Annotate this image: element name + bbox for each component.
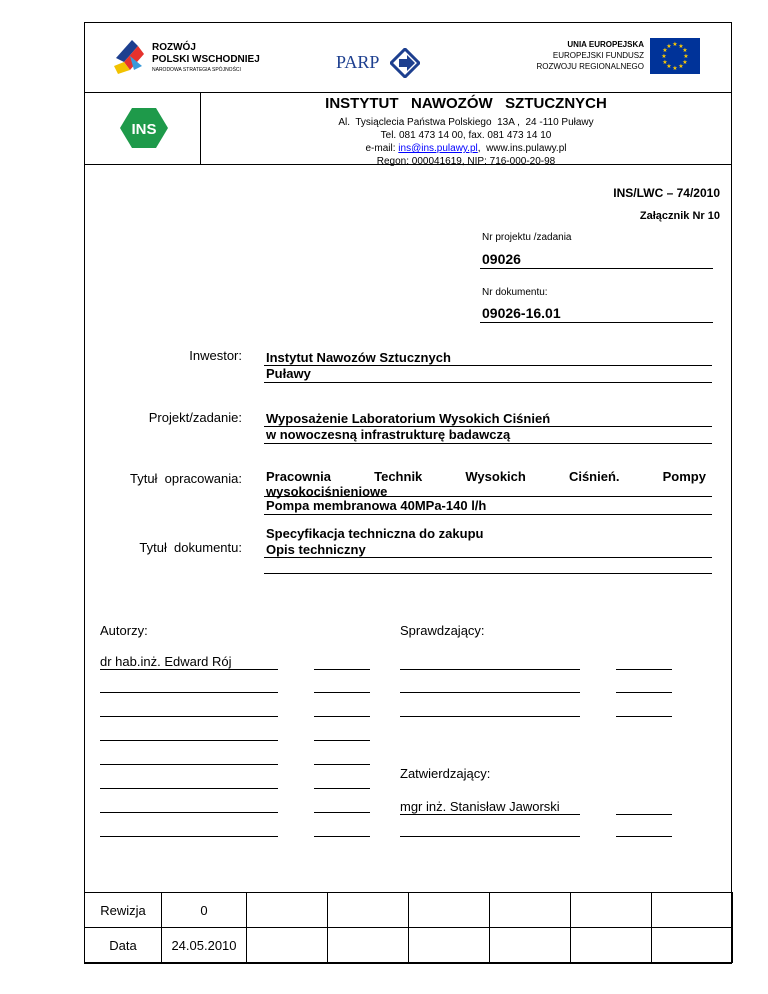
doctitle-underline2 <box>264 573 712 574</box>
checker-initial-line <box>616 669 672 670</box>
rev-cell <box>328 893 409 928</box>
document-ref: INS/LWC – 74/2010 <box>613 186 720 200</box>
author-initial-line <box>314 836 370 837</box>
svg-text:★: ★ <box>672 41 678 48</box>
investor-underline2 <box>264 382 712 383</box>
svg-text:★: ★ <box>662 59 668 66</box>
doctitle-line1: Specyfikacja techniczna do zakupu <box>266 526 484 541</box>
investor-line1: Instytut Nawozów Sztucznych <box>266 350 451 365</box>
title-label: Tytuł opracowania: <box>129 471 242 486</box>
svg-text:★: ★ <box>678 43 684 50</box>
investor-line2: Puławy <box>266 366 311 381</box>
date-cell <box>652 928 733 963</box>
investor-label: Inwestor: <box>189 348 242 363</box>
table-row <box>85 928 733 963</box>
rev-cell <box>652 893 733 928</box>
date-cell <box>409 928 490 963</box>
revision-table <box>84 892 733 963</box>
author-signature-line <box>100 740 278 741</box>
logo-eu <box>510 36 700 78</box>
svg-text:★: ★ <box>666 63 672 70</box>
ins-logo-text: INS <box>131 121 157 138</box>
author-initial-line <box>314 669 370 670</box>
authors-label: Autorzy: <box>100 623 148 638</box>
institute-phone: Tel. 081 473 14 00, fax. 081 473 14 10 <box>380 130 552 141</box>
date-cell <box>247 928 328 963</box>
ins-logo-icon <box>118 106 170 150</box>
project-line1: Wyposażenie Laboratorium Wysokich Ciśnień <box>266 411 551 426</box>
header-divider-top <box>84 92 732 93</box>
institute-regon: Regon: 000041619, NIP: 716-000-20-98 <box>376 156 556 167</box>
title-word4: Ciśnień. <box>568 469 620 484</box>
institute-address: Al. Tysiąclecia Państwa Polskiego 13A , 24 -110 Puławy <box>338 117 594 128</box>
title-line1 <box>266 469 706 484</box>
rev-cell <box>490 893 571 928</box>
title-word1: Pracownia <box>266 469 332 484</box>
ins-logo <box>118 106 170 155</box>
checker-signature-line <box>400 716 580 717</box>
approver-signature-line <box>400 836 580 837</box>
rpw-line1: ROZWÓJ <box>152 42 196 53</box>
project-underline2 <box>264 443 712 444</box>
eu-line1: UNIA EUROPEJSKA <box>567 40 644 49</box>
doctitle-line2: Opis techniczny <box>266 542 366 557</box>
title-word2: Technik <box>374 469 423 484</box>
title-line3: Pompa membranowa 40MPa-140 l/h <box>266 498 487 513</box>
institute-contact <box>200 143 732 154</box>
checker-initial-line <box>616 716 672 717</box>
svg-text:★: ★ <box>666 43 672 50</box>
title-underline2 <box>264 514 712 515</box>
doctitle-label: Tytuł dokumentu: <box>139 540 242 555</box>
email-link[interactable]: ins@ins.pulawy.pl <box>398 143 478 154</box>
author-signature-line <box>100 669 278 670</box>
document-no-underline <box>480 322 713 323</box>
author-signature-line <box>100 716 278 717</box>
author-signature-line <box>100 764 278 765</box>
svg-text:★: ★ <box>672 65 678 72</box>
rev-label: Rewizja <box>85 893 162 928</box>
checkers-label: Sprawdzający: <box>400 623 485 638</box>
checker-signature-line <box>400 669 580 670</box>
eu-line2: EUROPEJSKI FUNDUSZ <box>552 51 644 60</box>
header-divider-bottom <box>84 164 732 165</box>
svg-text:★: ★ <box>662 47 668 54</box>
rpw-line3: NARODOWA STRATEGIA SPÓJNOŚCI <box>152 67 241 73</box>
author-signature-line <box>100 692 278 693</box>
institute-block <box>200 94 732 167</box>
approver-initial-line <box>616 814 672 815</box>
project-no-value: 09026 <box>482 251 521 267</box>
author-signature-line <box>100 836 278 837</box>
rpw-emblem-icon <box>112 36 148 76</box>
approver1-name: mgr inż. Stanisław Jaworski <box>400 799 560 814</box>
checker-signature-line <box>400 692 580 693</box>
eu-line3: ROZWOJU REGIONALNEGO <box>536 62 644 71</box>
svg-text:★: ★ <box>682 47 688 54</box>
institute-name: INSTYTUT NAWOZÓW SZTUCZNYCH <box>325 95 607 112</box>
project-label: Projekt/zadanie: <box>148 410 242 425</box>
rpw-line2: POLSKI WSCHODNIEJ <box>152 54 260 65</box>
parp-emblem-icon <box>390 48 420 78</box>
rev-cell <box>247 893 328 928</box>
author-signature-line <box>100 812 278 813</box>
svg-text:★: ★ <box>683 53 689 60</box>
author1-name: dr hab.inż. Edward Rój <box>100 654 232 669</box>
email-prefix: e-mail: <box>365 143 399 154</box>
svg-text:★: ★ <box>661 53 667 60</box>
approvers-label: Zatwierdzający: <box>400 766 491 781</box>
eu-flag-icon <box>650 38 700 74</box>
rev-cell <box>571 893 652 928</box>
title-line2: wysokociśnieniowe <box>266 484 388 499</box>
date-value: 24.05.2010 <box>162 928 247 963</box>
approver-signature-line <box>400 814 580 815</box>
document-no-value: 09026-16.01 <box>482 305 561 321</box>
rev-value: 0 <box>162 893 247 928</box>
author-initial-line <box>314 716 370 717</box>
svg-text:★: ★ <box>678 63 684 70</box>
logo-parp <box>336 48 426 78</box>
project-no-label: Nr projektu /zadania <box>482 232 572 243</box>
date-label: Data <box>85 928 162 963</box>
author-initial-line <box>314 692 370 693</box>
svg-text:★: ★ <box>682 59 688 66</box>
author-initial-line <box>314 812 370 813</box>
table-row <box>85 893 733 928</box>
title-word5: Pompy <box>662 469 706 484</box>
author-signature-line <box>100 788 278 789</box>
rev-cell <box>409 893 490 928</box>
title-underline1 <box>264 496 712 497</box>
doctitle-underline1 <box>264 557 712 558</box>
date-cell <box>490 928 571 963</box>
parp-text: PARP <box>336 52 380 72</box>
date-cell <box>328 928 409 963</box>
date-cell <box>571 928 652 963</box>
document-no-label: Nr dokumentu: <box>482 287 548 298</box>
approver-initial-line <box>616 836 672 837</box>
title-word3: Wysokich <box>465 469 526 484</box>
checker-initial-line <box>616 692 672 693</box>
project-line2: w nowoczesną infrastrukturę badawczą <box>266 427 511 442</box>
author-initial-line <box>314 764 370 765</box>
logo-rozwoj-polski-wschodniej <box>112 36 272 80</box>
author-initial-line <box>314 788 370 789</box>
author-initial-line <box>314 740 370 741</box>
project-no-underline <box>480 268 713 269</box>
investor-underline1 <box>264 365 712 366</box>
www-text: , www.ins.pulawy.pl <box>477 143 567 154</box>
attachment-no: Załącznik Nr 10 <box>639 210 720 222</box>
